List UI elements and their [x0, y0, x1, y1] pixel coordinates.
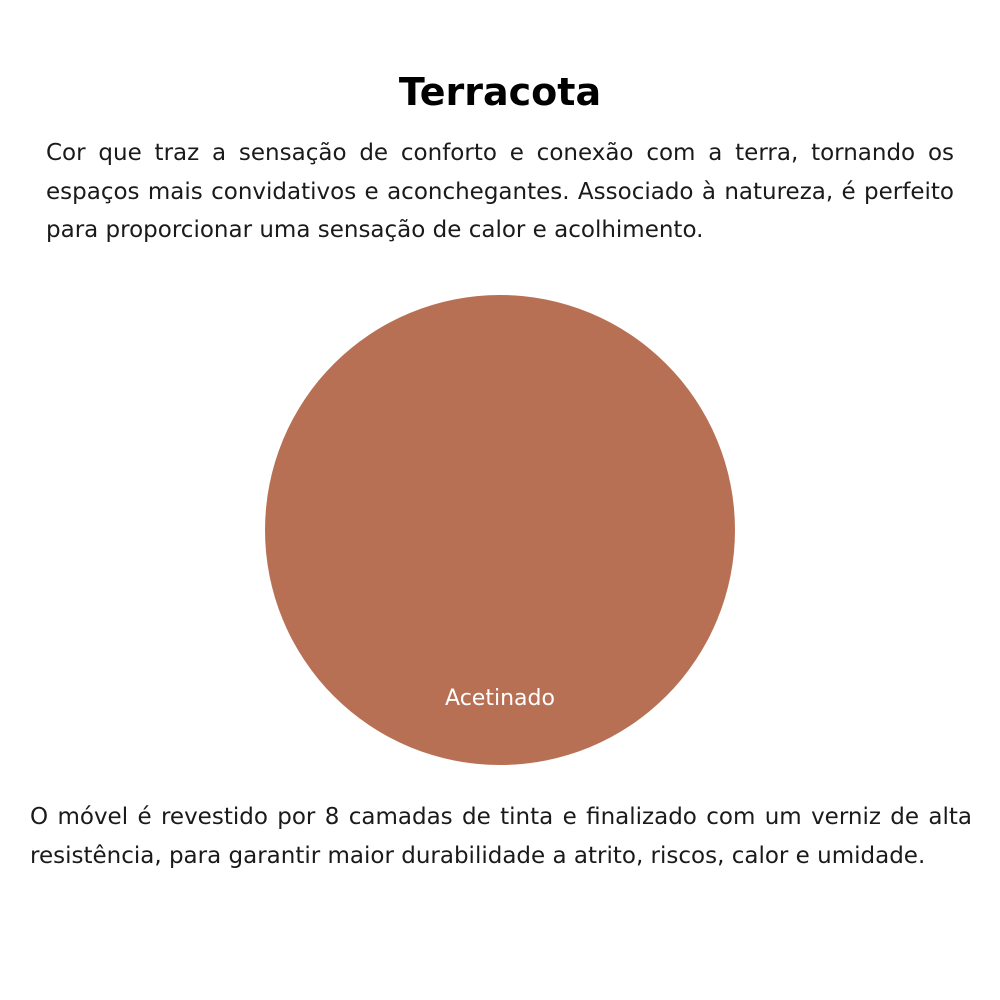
finish-label: Acetinado — [445, 686, 555, 711]
finish-description: O móvel é revestido por 8 camadas de tinta e finalizado com um verniz de alta resistência, para garantir maior durabilidade a atrito, riscos, calor e umidade. — [30, 804, 972, 869]
page-title: Terracota — [398, 70, 602, 114]
color-description: Cor que traz a sensação de conforto e conexão com a terra, tornando os espaços mais convidativos e aconchegantes. Associado à natureza, é perfeito para proporcionar uma sensação de calor e acolhimento. — [46, 140, 954, 243]
color-swatch — [265, 295, 735, 765]
